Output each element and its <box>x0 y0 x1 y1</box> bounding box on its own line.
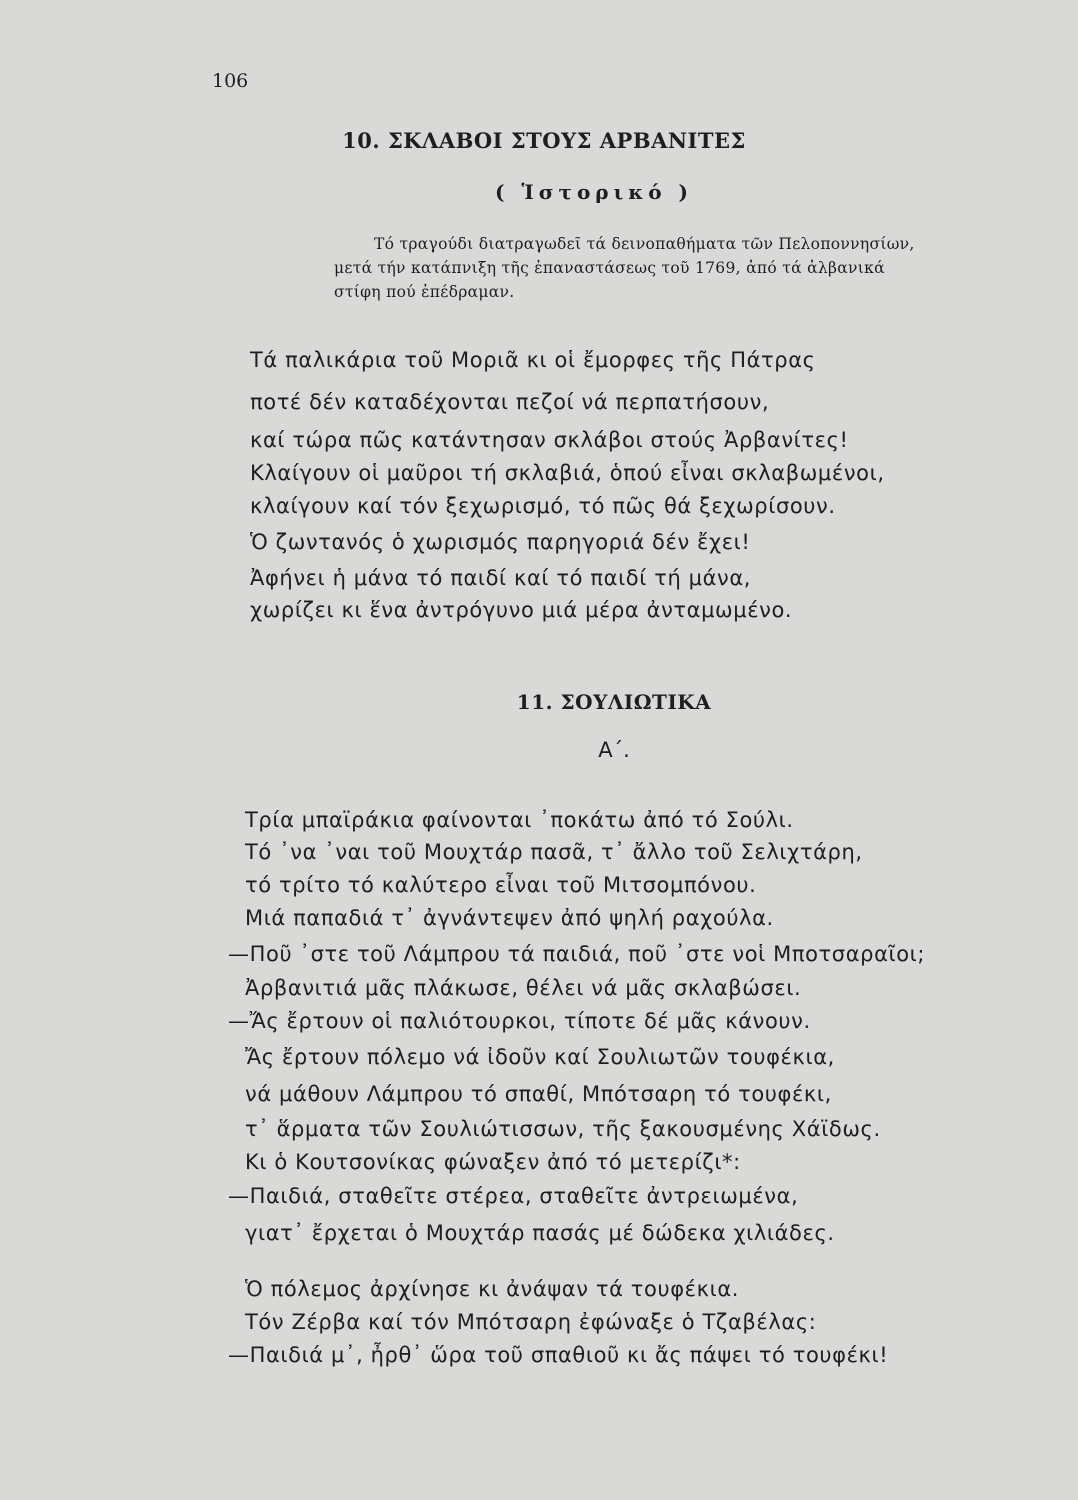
verse-line: κλαίγουν καί τόν ξεχωρισμό, τό πῶς θά ξεχωρίσουν. <box>250 494 836 518</box>
verse-line: καί τώρα πῶς κατάντησαν σκλάβοι στούς Ἀρβανίτες! <box>250 428 849 452</box>
page-number: 106 <box>212 70 249 92</box>
verse-line: Ὁ ζωντανός ὁ χωρισμός παρηγοριά δέν ἔχει! <box>250 530 751 554</box>
verse-line: γιατ᾿ ἔρχεται ὁ Μουχτάρ πασάς μέ δώδεκα χιλιάδες. <box>245 1221 835 1245</box>
verse-line: —Ἄς ἔρτουν οἱ παλιότουρκοι, τίποτε δέ μᾶς κάνουν. <box>228 1009 811 1033</box>
verse-line: Κι ὁ Κουτσονίκας φώναξεν ἀπό τό μετερίζι*: <box>245 1150 741 1174</box>
verse-line: Τρία μπαϊράκια φαίνονται ᾿ποκάτω ἀπό τό Σούλι. <box>245 808 794 832</box>
verse-line: Ἄς ἔρτουν πόλεμο νά ἰδοῦν καί Σουλιωτῶν τουφέκια, <box>245 1045 835 1069</box>
intro-line: Τό τραγούδι διατραγωδεῖ τά δεινοπαθήματα τῶν Πελοποννησίων, <box>374 235 915 253</box>
verse-line: —Παιδιά, σταθεῖτε στέρεα, σταθεῖτε ἀντρειωμένα, <box>228 1184 799 1208</box>
verse-line: Τό ᾿να ᾿ναι τοῦ Μουχτάρ πασᾶ, τ᾿ ἄλλο τοῦ Σελιχτάρη, <box>245 840 863 864</box>
song-10-subtitle: ( Ἱστορικό ) <box>494 180 694 204</box>
song-10-intro <box>334 232 1034 304</box>
verse-line: τό τρίτο τό καλύτερο εἶναι τοῦ Μιτσομπόνου. <box>245 873 757 897</box>
verse-line: Κλαίγουν οἱ μαῦροι τή σκλαβιά, ὁπού εἶναι σκλαβωμένοι, <box>250 461 885 485</box>
verse-line: —Παιδιά μ᾿, ἦρθ᾿ ὥρα τοῦ σπαθιοῦ κι ἄς πάψει τό τουφέκι! <box>228 1343 889 1367</box>
verse-line: Ὁ πόλεμος ἀρχίνησε κι ἀνάψαν τά τουφέκια. <box>245 1277 740 1301</box>
verse-line: Ἀφήνει ἡ μάνα τό παιδί καί τό παιδί τή μάνα, <box>250 566 752 590</box>
verse-line: νά μάθουν Λάμπρου τό σπαθί, Μπότσαρη τό τουφέκι, <box>245 1082 832 1106</box>
verse-line: ποτέ δέν καταδέχονται πεζοί νά περπατήσουν, <box>250 390 770 414</box>
verse-line: Τά παλικάρια τοῦ Μοριᾶ κι οἱ ἔμορφες τῆς Πάτρας <box>250 348 816 372</box>
song-11-section: Α΄. <box>598 738 630 762</box>
verse-line: Μιά παπαδιά τ᾿ ἀγνάντεψεν ἀπό ψηλή ραχούλα. <box>245 906 774 930</box>
song-10-title: 10. ΣΚΛΑΒΟΙ ΣΤΟΥΣ ΑΡΒΑΝΙΤΕΣ <box>342 128 746 153</box>
song-11-title: 11. ΣΟΥΛΙΩΤΙΚΑ <box>516 690 712 714</box>
intro-line: στίφη πού ἐπέδραμαν. <box>334 283 515 301</box>
intro-line: μετά τήν κατάπνιξη τῆς ἐπαναστάσεως τοῦ 1769, ἀπό τά ἀλβανικά <box>334 259 885 277</box>
verse-line: τ᾿ ἅρματα τῶν Σουλιώτισσων, τῆς ξακουσμένης Χάϊδως. <box>245 1117 881 1141</box>
verse-line: χωρίζει κι ἕνα ἀντρόγυνο μιά μέρα ἀνταμωμένο. <box>250 598 793 622</box>
verse-line: —Ποῦ ᾿στε τοῦ Λάμπρου τά παιδιά, ποῦ ᾿στε νοἱ Μποτσαραῖοι; <box>228 942 926 966</box>
verse-line: Ἀρβανιτιά μᾶς πλάκωσε, θέλει νά μᾶς σκλαβώσει. <box>245 976 802 1000</box>
verse-line: Τόν Ζέρβα καί τόν Μπότσαρη ἐφώναξε ὁ Τζαβέλας: <box>245 1310 817 1334</box>
